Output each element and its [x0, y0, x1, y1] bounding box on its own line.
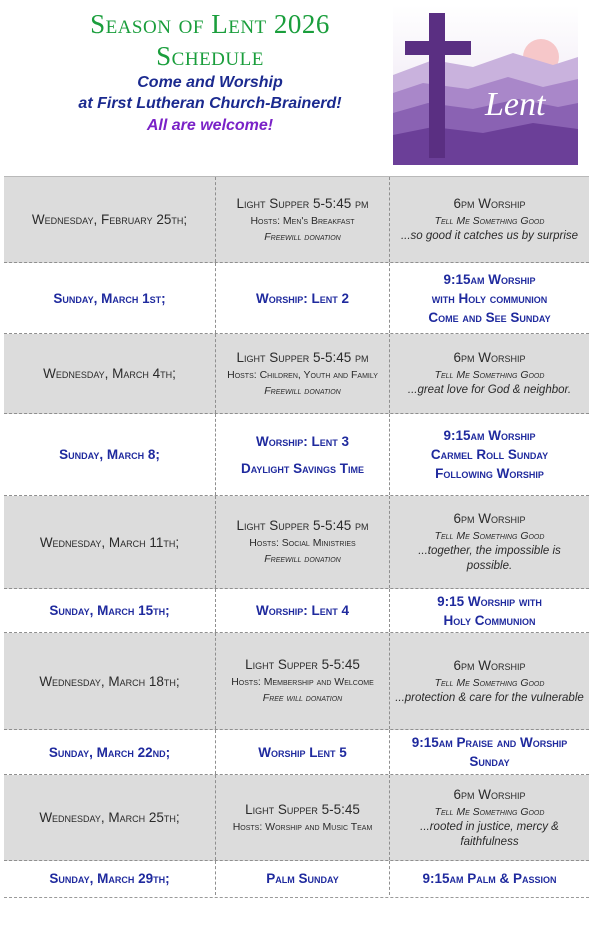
- worship-cell: 6pm Worship Tell Me Something Good ...rooted in justice, mercy & faithfulness: [420, 786, 559, 848]
- subtitle-line-1: Come and Worship: [137, 74, 283, 91]
- worship-cell: 9:15am Praise and Worship Sunday: [411, 735, 568, 769]
- table-row: [4, 730, 589, 775]
- page-title: Season of Lent 2026: [90, 9, 330, 39]
- event-cell: Light Supper 5-5:45 Hosts: Membership and Welcome Free will donation: [216, 633, 390, 729]
- event-cell: Worship: Lent 3 Daylight Savings Time: [216, 414, 390, 495]
- date-cell: Wednesday, March 25th;: [4, 775, 216, 860]
- table-row: [4, 177, 589, 263]
- date-cell: Wednesday, March 4th;: [4, 334, 216, 413]
- date-cell: Sunday, March 22nd;: [4, 730, 216, 774]
- event-cell: Worship: Lent 4: [216, 589, 390, 632]
- event-cell: Palm Sunday: [216, 861, 390, 895]
- worship-cell: 9:15am Worship with Holy communion Come and See Sunday: [428, 271, 551, 325]
- event-cell: Light Supper 5-5:45 pm Hosts: Children, Youth and Family Freewill donation: [216, 334, 390, 413]
- header: [0, 0, 600, 170]
- table-row: [4, 414, 589, 496]
- date-cell: Sunday, March 29th;: [4, 861, 216, 895]
- welcome-text: All are welcome!: [146, 117, 274, 134]
- date-cell: Sunday, March 1st;: [4, 263, 216, 333]
- subtitle-line-2: at First Lutheran Church-Brainerd!: [78, 95, 342, 112]
- date-cell: Wednesday, March 18th;: [4, 633, 216, 729]
- date-cell: Sunday, March 8;: [4, 414, 216, 495]
- worship-cell: 9:15am Palm & Passion: [422, 870, 557, 886]
- table-row: [4, 263, 589, 334]
- worship-cell: 6pm Worship Tell Me Something Good ...protection & care for the vulnerable: [395, 657, 584, 704]
- table-row: [4, 496, 589, 589]
- event-cell: Light Supper 5-5:45 Hosts: Worship and Music Team: [216, 775, 390, 860]
- page-title-schedule: Schedule: [156, 41, 264, 71]
- event-cell: Light Supper 5-5:45 pm Hosts: Social Ministries Freewill donation: [216, 496, 390, 588]
- table-row: [4, 334, 589, 414]
- worship-cell: 6pm Worship Tell Me Something Good ...so good it catches us by surprise: [400, 196, 579, 242]
- schedule-table: [4, 176, 589, 898]
- date-cell: Wednesday, February 25th;: [4, 177, 216, 262]
- event-cell: Worship: Lent 2: [216, 263, 390, 333]
- worship-cell: 9:15am Worship Carmel Roll Sunday Following Worship: [430, 428, 549, 481]
- logo-text: Lent: [485, 86, 546, 123]
- worship-cell: 6pm Worship Tell Me Something Good ...great love for God & neighbor.: [407, 350, 572, 396]
- worship-cell: 6pm Worship Tell Me Something Good ...together, the impossible is possible.: [418, 511, 561, 572]
- worship-cell: 9:15 Worship with Holy Communion: [437, 593, 542, 628]
- date-cell: Sunday, March 15th;: [4, 589, 216, 632]
- table-row: [4, 861, 589, 895]
- date-cell: Wednesday, March 11th;: [4, 496, 216, 588]
- title-block: [20, 8, 400, 137]
- event-cell: Worship Lent 5: [216, 730, 390, 774]
- event-cell: Light Supper 5-5:45 pm Hosts: Men's Breakfast Freewill donation: [216, 177, 390, 262]
- table-row: [4, 633, 589, 730]
- table-row: [4, 775, 589, 861]
- lent-cross-logo: [393, 5, 578, 165]
- table-row: [4, 589, 589, 633]
